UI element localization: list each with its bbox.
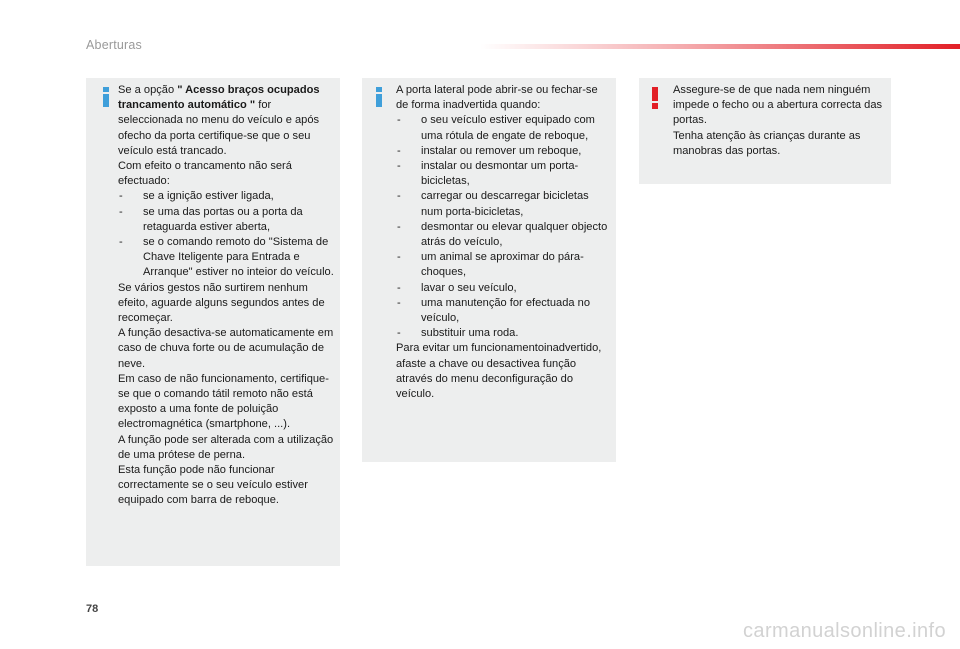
page-number: 78 xyxy=(86,603,99,615)
list-item: - se o comando remoto do "Sistema de Chave Iteligente para Entrada e Arranque" estiver no inteior do veículo. xyxy=(118,235,336,281)
info-icon xyxy=(373,87,387,107)
list-item: - carregar ou descarregar bicicletas num porta-bicicletas, xyxy=(396,189,608,219)
list-item: - lavar o seu veículo, xyxy=(396,281,608,296)
box1-text: A função desactiva-se automaticamente em caso de chuva forte ou de acumulação de neve. xyxy=(118,327,334,370)
box1-text: Com efeito o trancamento não será efectuado: xyxy=(118,160,292,188)
info-icon xyxy=(100,87,114,107)
header-accent-bar xyxy=(480,44,960,49)
warning-box-doors xyxy=(639,78,891,184)
list-item: - se a ignição estiver ligada, xyxy=(118,189,336,204)
box2-bullet-list xyxy=(396,113,608,341)
box1-text: Se vários gestos não surtirem nenhum efeito, aguarde alguns segundos antes de recomeçar. xyxy=(118,281,325,325)
watermark: carmanualsonline.info xyxy=(743,620,946,642)
list-item: - desmontar ou elevar qualquer objecto atrás do veículo, xyxy=(396,220,608,250)
box2-intro: A porta lateral pode abrir-se ou fechar-se de forma inadvertida quando: xyxy=(396,84,598,112)
section-title: Aberturas xyxy=(86,38,142,52)
list-item: - instalar ou desmontar um porta-bicicletas, xyxy=(396,159,608,189)
box2-outro: Para evitar um funcionamentoinadvertido, afaste a chave ou desactivea função através do menu deconfiguração do veículo. xyxy=(396,342,602,401)
list-item: - uma manutenção for efectuada no veículo, xyxy=(396,296,608,326)
box1-text: Em caso de não funcionamento, certifique-se que o comando tátil remoto não está exposto a uma fonte de poluição electromagnética (smartphone, ...). xyxy=(118,372,329,431)
box1-bullet-list xyxy=(118,189,336,280)
box1-intro: Se a opção " Acesso braços ocupados trancamento automático " for seleccionada no menu do veículo e após ofecho da porta certifique-se que o seu veículo está trancado. xyxy=(118,84,320,157)
box3-text: Tenha atenção às crianças durante as manobras das portas. xyxy=(673,129,861,157)
box3-text: Assegure-se de que nada nem ninguém impede o fecho ou a abertura correcta das portas. xyxy=(673,84,883,127)
list-item: - um animal se aproximar do pára-choques, xyxy=(396,250,608,280)
list-item: - instalar ou remover um reboque, xyxy=(396,144,608,159)
info-box-automatic-locking xyxy=(86,78,340,566)
list-item: - substituir uma roda. xyxy=(396,326,608,341)
warning-icon xyxy=(648,87,662,109)
list-item: - se uma das portas ou a porta da retaguarda estiver aberta, xyxy=(118,205,336,235)
info-box-side-door xyxy=(362,78,616,462)
list-item: - o seu veículo estiver equipado com uma rótula de engate de reboque, xyxy=(396,113,608,143)
box1-text: A função pode ser alterada com a utilização de uma prótese de perna. xyxy=(118,433,334,461)
box1-text: Esta função pode não funcionar correctamente se o seu veículo estiver equipado com barra de reboque. xyxy=(118,464,308,507)
